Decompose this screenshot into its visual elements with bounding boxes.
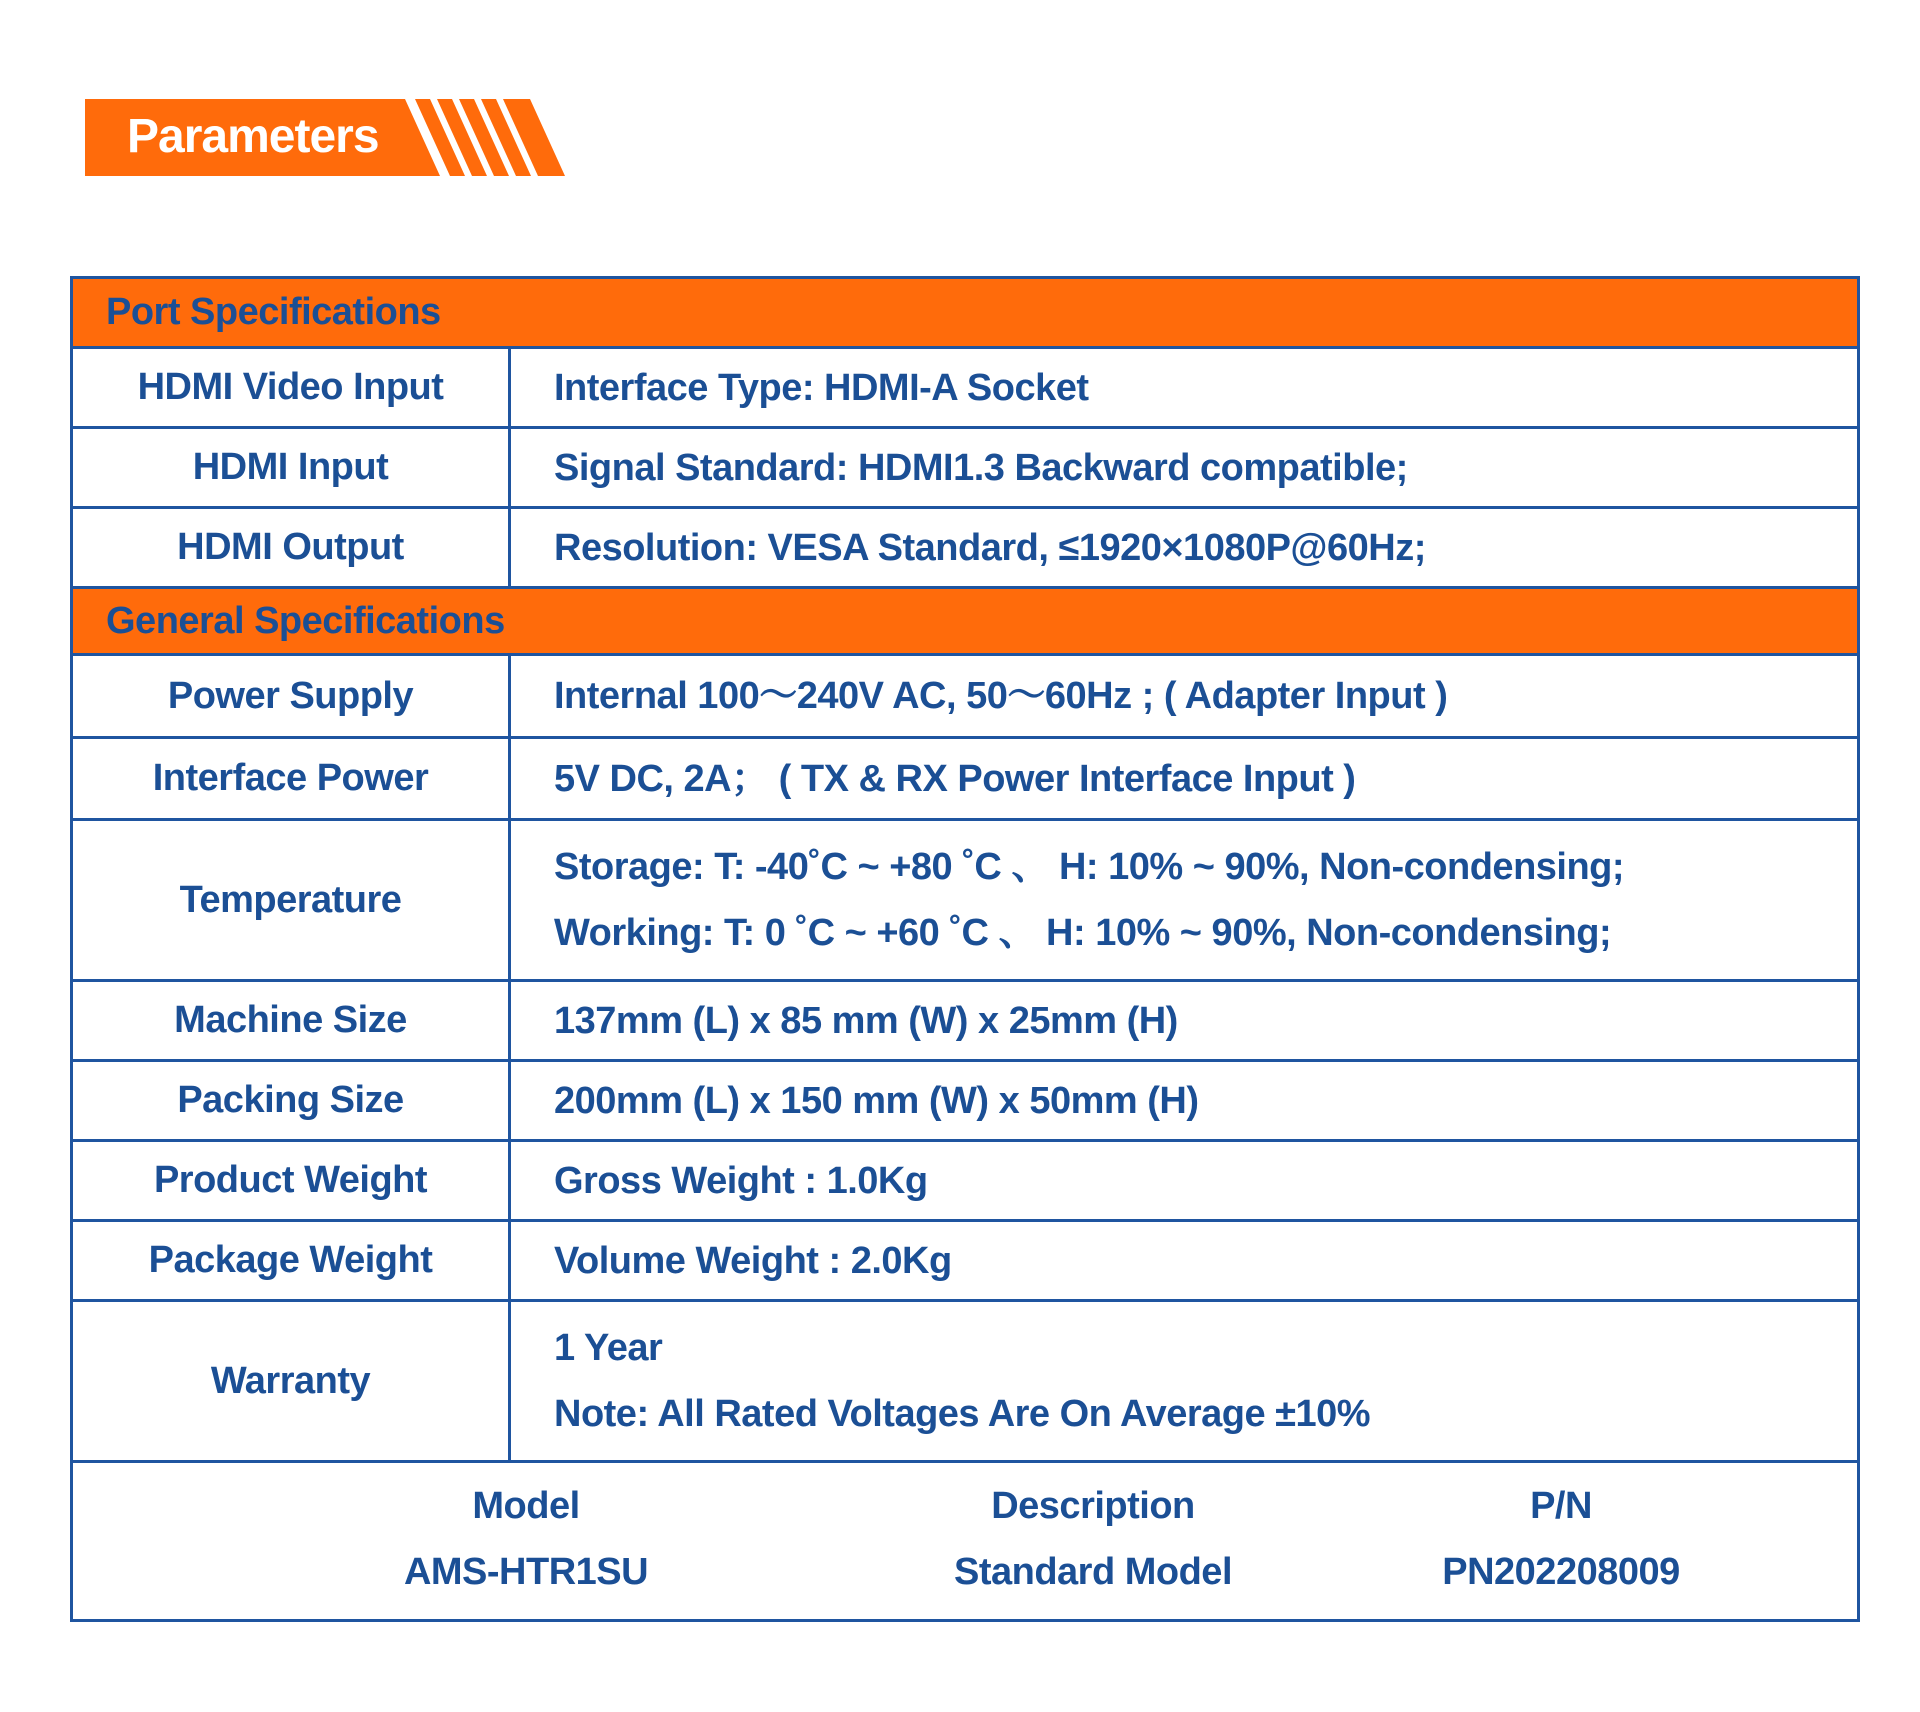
row-value (554, 429, 1847, 506)
table-row (73, 346, 1857, 426)
value-line: Internal 100～240V AC, 50～60Hz ; ( Adapter Input ) (554, 675, 1448, 717)
banner-title: Parameters (127, 110, 379, 163)
row-label: Machine Size (73, 982, 511, 1059)
row-value (554, 1062, 1847, 1139)
value-line: Note: All Rated Voltages Are On Average ±10% (554, 1393, 1371, 1435)
value-line: Interface Type: HDMI-A Socket (554, 366, 1089, 409)
footer-header-pn: P/N (1530, 1485, 1592, 1527)
value-line: 1 Year (554, 1327, 663, 1369)
row-label: Package Weight (73, 1222, 511, 1299)
value-line: 5V DC, 2A； ( TX & RX Power Interface Input ) (554, 757, 1356, 800)
value-line: Storage: T: -40˚C ~ +80 ˚C 、 H: 10% ~ 90%, Non-condensing; (554, 846, 1625, 888)
row-label: HDMI Input (73, 429, 511, 506)
table-row (73, 653, 1857, 736)
row-label: HDMI Video Input (73, 349, 511, 426)
row-value (554, 982, 1847, 1059)
spec-table (70, 276, 1860, 1622)
model-footer (73, 1460, 1857, 1619)
row-value (554, 1222, 1847, 1299)
row-label: HDMI Output (73, 509, 511, 586)
row-label: Product Weight (73, 1142, 511, 1219)
value-line: Resolution: VESA Standard, ≤1920×1080P@60Hz; (554, 526, 1426, 569)
value-line: 200mm (L) x 150 mm (W) x 50mm (H) (554, 1079, 1199, 1122)
row-value (554, 821, 1847, 979)
row-value (554, 656, 1847, 736)
section-header-general (73, 586, 1857, 653)
table-row (73, 426, 1857, 506)
table-row (73, 979, 1857, 1059)
footer-header-description: Description (991, 1485, 1195, 1527)
row-value (554, 739, 1847, 818)
row-label: Interface Power (73, 739, 511, 818)
footer-value-model: AMS-HTR1SU (403, 1551, 649, 1593)
table-row (73, 506, 1857, 586)
row-value (554, 509, 1847, 586)
table-row (73, 818, 1857, 979)
value-line: Volume Weight : 2.0Kg (554, 1239, 952, 1282)
row-value (554, 1142, 1847, 1219)
value-line: Working: T: 0 ˚C ~ +60 ˚C 、 H: 10% ~ 90%, Non-condensing; (554, 912, 1612, 954)
row-value (554, 349, 1847, 426)
value-line: Signal Standard: HDMI1.3 Backward compatible; (554, 446, 1408, 489)
table-row (73, 1299, 1857, 1460)
table-row (73, 1139, 1857, 1219)
section-title-port: Port Specifications (106, 291, 441, 333)
footer-value-pn: PN202208009 (1442, 1551, 1680, 1593)
section-header-port (73, 279, 1857, 346)
footer-header-model: Model (472, 1485, 580, 1527)
footer-value-description: Standard Model (953, 1551, 1233, 1593)
table-row (73, 1219, 1857, 1299)
table-row (73, 1059, 1857, 1139)
row-label: Power Supply (73, 656, 511, 736)
row-label: Warranty (73, 1302, 511, 1460)
row-label: Temperature (73, 821, 511, 979)
section-title-general: General Specifications (106, 599, 505, 642)
row-value (554, 1302, 1847, 1460)
row-label: Packing Size (73, 1062, 511, 1139)
value-line: Gross Weight : 1.0Kg (554, 1159, 928, 1202)
parameters-banner (85, 99, 565, 176)
table-row (73, 736, 1857, 818)
value-line: 137mm (L) x 85 mm (W) x 25mm (H) (554, 999, 1178, 1042)
